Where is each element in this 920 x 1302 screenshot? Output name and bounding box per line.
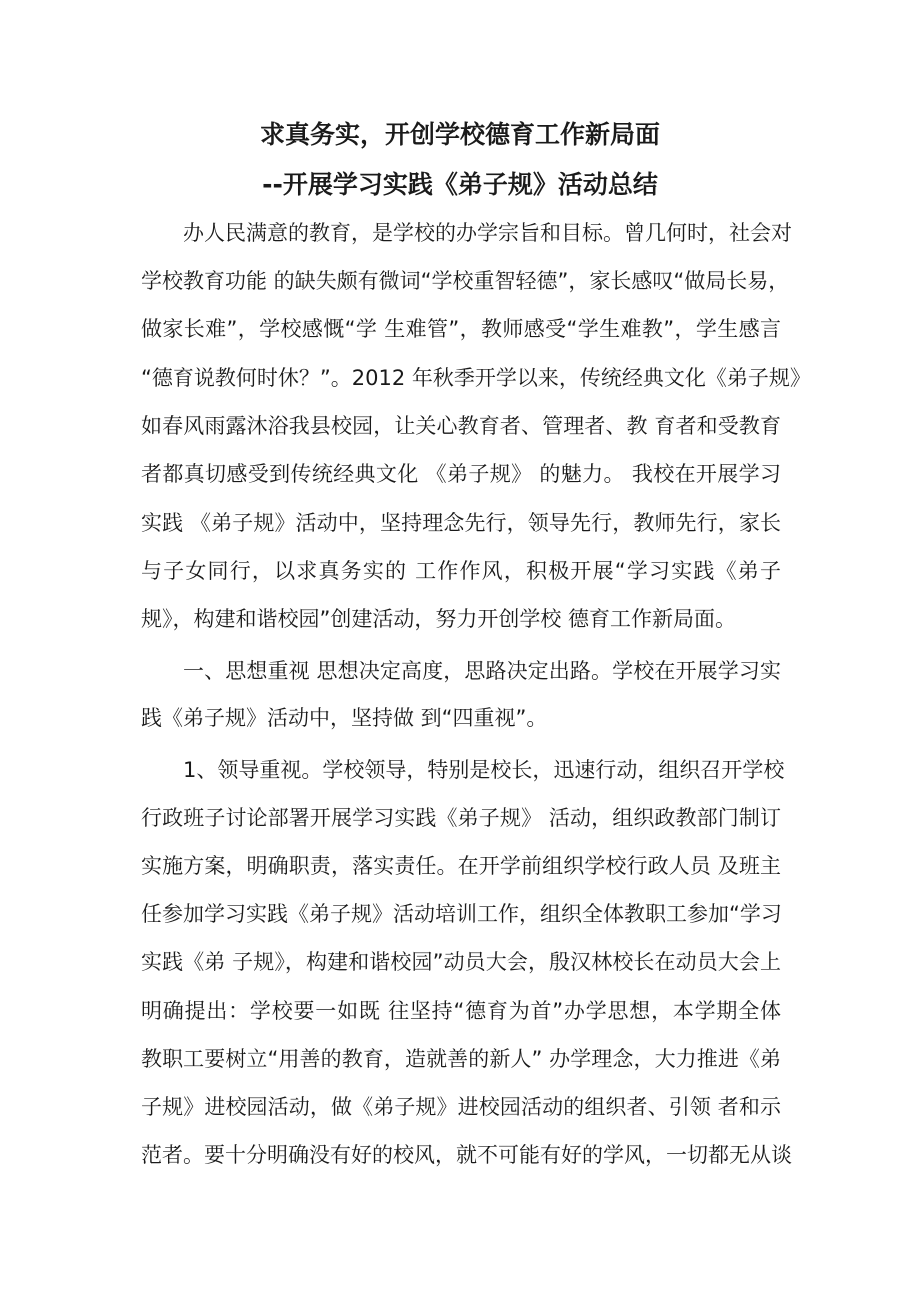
paragraph-line: 范者。要十分明确没有好的校风，就不可能有好的学风，一切都无从谈 xyxy=(141,1143,792,1167)
paragraph-line: 办人民满意的教育，是学校的办学宗旨和目标。曾几何时，社会对 xyxy=(183,221,792,245)
paragraph-line: 规》，构建和谐校园”创建活动，努力开创学校 德育工作新局面。 xyxy=(141,607,737,631)
paragraph-line: 任参加学习实践《弟子规》活动培训工作，组织全体教职工参加“学习 xyxy=(141,902,782,926)
paragraph-line: “德育说教何时休？”。2012 年秋季开学以来，传统经典文化《弟子规》 xyxy=(141,366,811,390)
paragraph-line: 明确提出：学校要一如既 往坚持“德育为首”办学思想，本学期全体 xyxy=(141,999,781,1023)
paragraph-line: 一、思想重视 思想决定高度，思路决定出路。学校在开展学习实 xyxy=(183,659,781,683)
paragraph-line: 实施方案，明确职责，落实责任。在开学前组织学校行政人员 及班主 xyxy=(141,854,781,878)
paragraph-line: 行政班子讨论部署开展学习实践《弟子规》 活动，组织政教部门制订 xyxy=(141,806,781,830)
paragraph-line: 如春风雨露沐浴我县校园，让关心教育者、管理者、教 育者和受教育 xyxy=(141,414,781,438)
paragraph-line: 实践 《弟子规》活动中，坚持理念先行，领导先行，教师先行，家长 xyxy=(141,511,781,535)
paragraph-line: 做家长难”，学校感慨“学 生难管”，教师感受“学生难教”，学生感言 xyxy=(141,317,781,341)
paragraph-line: 实践《弟 子规》，构建和谐校园”动员大会，殷汉林校长在动员大会上 xyxy=(141,950,781,974)
paragraph-line: 者都真切感受到传统经典文化 《弟子规》 的魅力。 我校在开展学习 xyxy=(141,462,781,486)
document-title: 求真务实，开创学校德育工作新局面 xyxy=(259,120,660,149)
paragraph-line: 学校教育功能 的缺失颇有微词“学校重智轻德”，家长感叹“做局长易， xyxy=(141,269,790,293)
paragraph-line: 子规》进校园活动，做《弟子规》进校园活动的组织者、引领 者和示 xyxy=(141,1095,781,1119)
paragraph-line: 践《弟子规》活动中，坚持做 到“四重视”。 xyxy=(141,706,548,730)
paragraph-line: 1、领导重视。学校领导，特别是校长，迅速行动，组织召开学校 xyxy=(183,758,785,782)
document-subtitle: --开展学习实践《弟子规》活动总结 xyxy=(262,170,658,199)
paragraph-line: 与子女同行，以求真务实的 工作作风，积极开展“学习实践《弟子 xyxy=(141,559,781,583)
paragraph-line: 教职工要树立“用善的教育，造就善的新人” 办学理念，大力推进《弟 xyxy=(141,1047,781,1071)
